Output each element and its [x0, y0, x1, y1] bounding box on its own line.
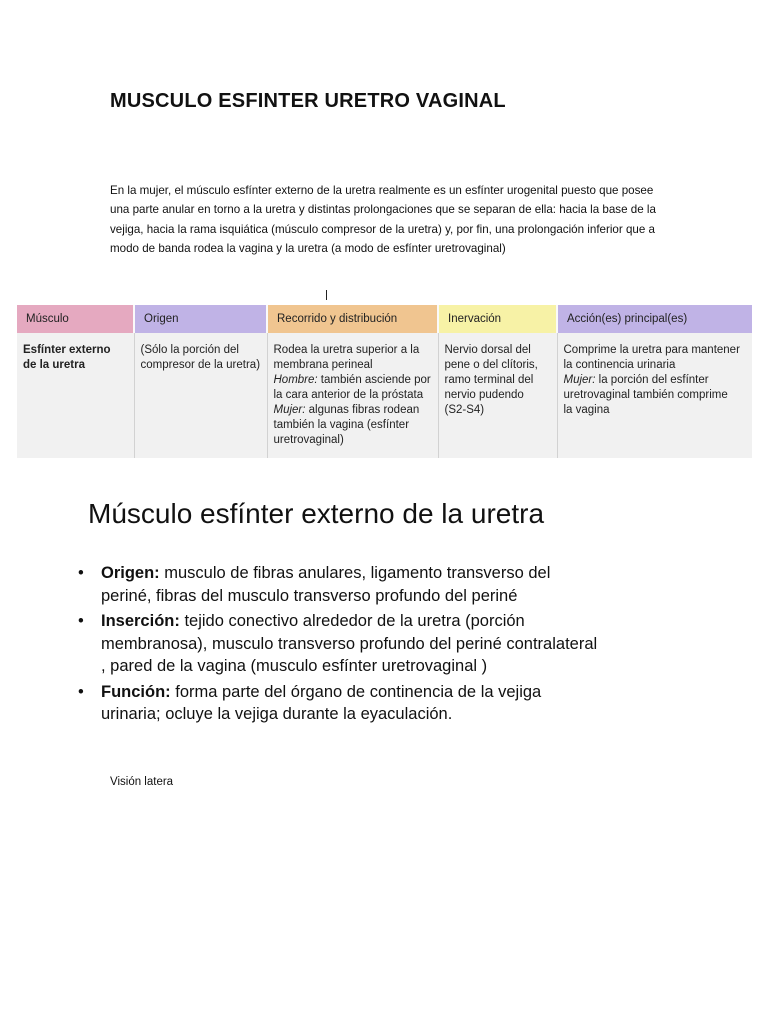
- cell-line: (Sólo la porción del: [140, 344, 239, 356]
- intro-paragraph: En la mujer, el músculo esfínter externo de la uretra realmente es un esfínter urogenital puesto que posee una parte anular en torno a la uretra y distintas prolongaciones que se separan de ella: hacia la base de la vejiga, hacia la rama isquiática (músculo compresor de la uretra) y, por fin, una prolongación inferior que a modo de banda rodea la vagina y la uretra (a modo de esfínter uretrovaginal): [110, 184, 656, 255]
- cell-line: la vagina: [563, 404, 610, 416]
- cell-line: membrana perineal: [273, 359, 373, 371]
- cell-line: ramo terminal del: [444, 374, 534, 386]
- bullet-icon: •: [78, 564, 84, 582]
- bullet-label: Origen:: [101, 564, 160, 582]
- cell-recorrido: [267, 333, 438, 458]
- header-musculo: Músculo: [17, 305, 134, 333]
- bullet-label: Función:: [101, 682, 171, 701]
- cell-line: Esfínter externo: [23, 344, 111, 356]
- cell-line: (S2-S4): [444, 404, 485, 416]
- table-header-row: [17, 305, 752, 333]
- mujer-label: Mujer:: [273, 404, 306, 416]
- cell-origen: [134, 333, 267, 458]
- bullet-icon: •: [78, 612, 84, 630]
- cell-line: nervio pudendo: [444, 389, 524, 401]
- header-inervacion: Inervación: [438, 305, 557, 333]
- cell-line: Nervio dorsal del: [444, 344, 531, 356]
- cell-line: [274, 373, 432, 388]
- slide-title: Músculo esfínter externo de la uretra: [88, 498, 545, 529]
- header-origen: Origen: [134, 305, 267, 333]
- list-item: [78, 610, 598, 678]
- list-item: [78, 681, 598, 726]
- cell-line: también la vagina (esfínter: [273, 419, 410, 431]
- muscle-table: [17, 305, 752, 458]
- table-row: [17, 333, 752, 458]
- header-recorrido: Recorrido y distribución: [267, 305, 438, 333]
- cell-line: uretrovaginal): [273, 434, 344, 446]
- cell-line: [564, 373, 747, 388]
- caption: Visión latera: [110, 776, 174, 788]
- cell-line: compresor de la uretra): [140, 359, 261, 371]
- cell-line: pene o del clítoris,: [444, 359, 538, 371]
- cell-line: uretrovaginal también comprime: [563, 389, 728, 401]
- bullet-icon: •: [78, 682, 84, 701]
- cell-musculo: [17, 333, 134, 458]
- cell-line: de la uretra: [23, 359, 85, 371]
- cell-line: [274, 403, 432, 418]
- bullet-text: tejido conectivo alrededor de la uretra (porción membranosa), musculo transverso profundo del periné contralateral , pared de la vagina (musculo esfínter uretrovaginal ): [101, 612, 598, 675]
- mujer-label: Mujer:: [563, 374, 596, 386]
- list-item: [78, 562, 598, 607]
- bullet-label: Inserción:: [101, 612, 180, 630]
- cell-accion: [557, 333, 752, 458]
- bullet-list: [78, 562, 598, 729]
- cell-line: Comprime la uretra para mantener: [563, 344, 740, 356]
- cell-line: la cara anterior de la próstata: [273, 389, 424, 401]
- bullet-text: forma parte del órgano de continencia de la vejiga urinaria; ocluye la vejiga durante la eyaculación.: [101, 682, 542, 723]
- cell-text: la porción del esfínter: [595, 374, 709, 386]
- header-accion: Acción(es) principal(es): [557, 305, 752, 333]
- bullet-text: musculo de fibras anulares, ligamento transverso del periné, fibras del musculo transverso profundo del periné: [101, 564, 551, 605]
- text-cursor: [326, 290, 327, 300]
- cell-inervacion: [438, 333, 557, 458]
- hombre-label: Hombre:: [273, 374, 318, 386]
- page-heading: MUSCULO ESFINTER URETRO VAGINAL: [110, 90, 506, 112]
- cell-line: Rodea la uretra superior a la: [273, 344, 420, 356]
- cell-line: la continencia urinaria: [563, 359, 676, 371]
- cell-text: también asciende por: [317, 374, 431, 386]
- cell-text: algunas fibras rodean: [305, 404, 420, 416]
